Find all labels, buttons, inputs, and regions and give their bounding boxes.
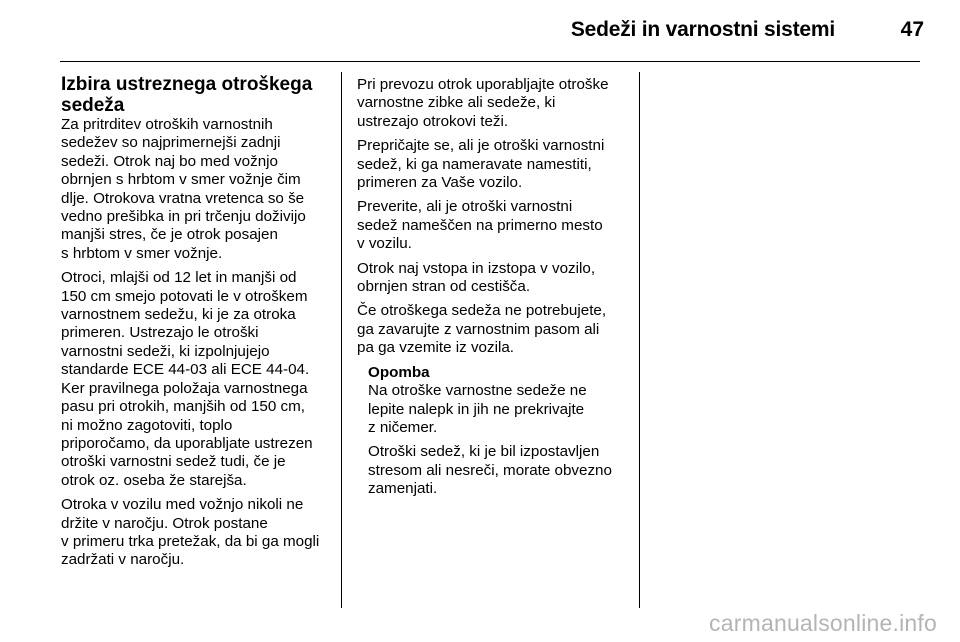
column-divider-left — [341, 72, 342, 608]
text-line: priporočamo, da uporabljate ustrezen — [61, 434, 313, 452]
text-line: s hrbtom v smer vožnje. — [61, 244, 223, 262]
page-number: 47 — [900, 18, 924, 41]
section-title: Sedeži in varnostni sistemi — [570, 18, 835, 41]
text-line: Na otroške varnostne sedeže ne — [368, 382, 587, 400]
text-line: sedežev so najprimernejši zadnji — [61, 134, 281, 152]
text-line: Če otroškega sedeža ne potrebujete, — [357, 302, 607, 320]
text-line: varnostne zibke ali sedeže, ki — [357, 94, 556, 112]
text-line: 150 cm smejo potovati le v otroškem — [61, 287, 308, 305]
paragraph — [357, 198, 633, 253]
paragraph — [61, 269, 337, 490]
note-heading: Opomba — [368, 363, 430, 381]
paragraph — [61, 496, 337, 570]
text-line: ni možno zagotoviti, toplo — [61, 416, 233, 434]
text-line: ustrezajo otrokovi teži. — [357, 112, 509, 130]
text-line: zadržati v naročju. — [61, 551, 185, 569]
text-line: Pri prevozu otrok uporabljajte otroške — [357, 76, 609, 93]
text-line: držite v naročju. Otrok postane — [61, 514, 268, 532]
text-line: Za pritrditev otroških varnostnih — [61, 116, 273, 133]
text-line: pa ga vzemite iz vozila. — [357, 339, 515, 357]
right-paragraphs — [357, 76, 633, 358]
paragraph — [357, 302, 633, 357]
paragraph — [357, 137, 633, 192]
text-line: primeren za Vaše vozilo. — [357, 174, 523, 192]
text-line: Ker pravilnega položaja varnostnega — [61, 379, 308, 397]
text-line: pasu pri otrokih, manjših od 150 cm, — [61, 398, 305, 416]
text-line: standarde ECE 44-03 ali ECE 44-04. — [61, 361, 310, 379]
paragraph — [357, 260, 633, 297]
text-line: z ničemer. — [368, 418, 438, 436]
text-line: stresom ali nesreči, morate obvezno — [368, 461, 612, 479]
paragraph — [368, 382, 633, 437]
text-line: ga zavarujte z varnostnim pasom ali — [357, 320, 600, 338]
text-line: Otrok naj vstopa in izstopa v vozilo, — [357, 259, 596, 277]
section-heading — [61, 74, 337, 116]
text-line: v vozilu. — [357, 235, 412, 253]
paragraph — [368, 443, 633, 498]
left-paragraphs — [61, 116, 337, 570]
text-line: obrnjen stran od cestišča. — [357, 278, 531, 296]
text-line: varnostnem sedežu, ki je za otroka — [61, 306, 296, 324]
text-line: otrok oz. oseba že starejša. — [61, 471, 247, 489]
text-line: lepite nalepk in jih ne prekrivajte — [368, 400, 585, 418]
text-line: Preverite, ali je otroški varnostni — [357, 198, 573, 216]
text-line: obrnjen s hrbtom v smer vožnje čim — [61, 171, 301, 189]
text-line: v primeru trka pretežak, da bi ga mogli — [61, 532, 320, 550]
text-line: zamenjati. — [368, 480, 438, 498]
heading-line: sedeža — [61, 95, 125, 116]
note-box — [368, 364, 633, 499]
text-line: sedež nameščen na primerno mesto — [357, 216, 603, 234]
text-line: vedno prešibka in pri trčenju doživijo — [61, 208, 306, 226]
text-line: varnostni sedeži, ki izpolnjujejo — [61, 342, 270, 360]
text-line: sedež, ki ga nameravate namestiti, — [357, 155, 592, 173]
text-line: Otroka v vozilu med vožnjo nikoli ne — [61, 496, 304, 514]
text-line: Otroci, mlajši od 12 let in manjši od — [61, 269, 297, 287]
note-paragraphs — [368, 382, 633, 498]
paragraph — [61, 116, 337, 263]
header-divider — [60, 61, 920, 62]
column-divider-right — [639, 72, 640, 608]
paragraph — [357, 76, 633, 131]
text-line: Prepričajte se, ali je otroški varnostni — [357, 137, 605, 155]
text-line: Otroški sedež, ki je bil izpostavljen — [368, 443, 600, 461]
text-line: manjši stres, če je otrok posajen — [61, 226, 278, 244]
right-column — [357, 76, 633, 505]
heading-line: Izbira ustreznega otroškega — [61, 74, 313, 95]
watermark: carmanualsonline.info — [709, 610, 937, 636]
text-line: otroški varnostni sedež tudi, če je — [61, 453, 286, 471]
text-line: sedeži. Otrok naj bo med vožnjo — [61, 152, 278, 170]
text-line: dlje. Otrokova vratna vretenca so še — [61, 189, 305, 207]
left-column — [61, 74, 337, 576]
text-line: primeren. Ustrezajo le otroški — [61, 324, 259, 342]
